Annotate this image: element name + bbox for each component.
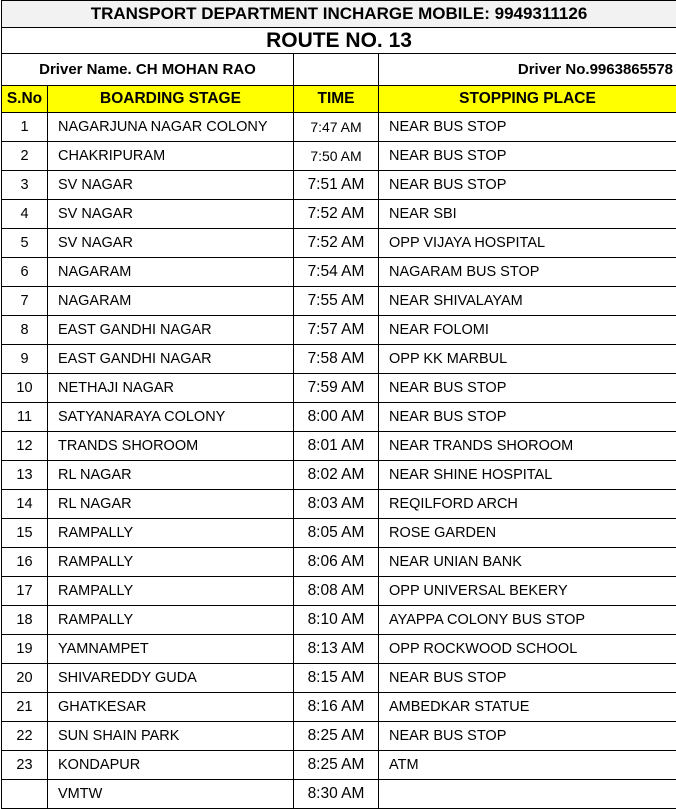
table-row xyxy=(2,316,676,345)
stop-number xyxy=(2,780,48,809)
stop-time: 8:10 AM xyxy=(294,606,379,635)
stopping-place: ROSE GARDEN xyxy=(379,519,676,548)
stopping-place: NEAR SBI xyxy=(379,200,676,229)
stop-time: 8:02 AM xyxy=(294,461,379,490)
stop-time: 7:52 AM xyxy=(294,229,379,258)
boarding-stage: SUN SHAIN PARK xyxy=(48,722,294,751)
boarding-stage: RAMPALLY xyxy=(48,548,294,577)
stop-time: 8:08 AM xyxy=(294,577,379,606)
stop-number: 8 xyxy=(2,316,48,345)
table-row xyxy=(2,461,676,490)
table-row xyxy=(2,403,676,432)
stopping-place: NEAR SHIVALAYAM xyxy=(379,287,676,316)
stop-number: 9 xyxy=(2,345,48,374)
table-row xyxy=(2,113,676,142)
stop-number: 7 xyxy=(2,287,48,316)
stop-number: 1 xyxy=(2,113,48,142)
stopping-place: NAGARAM BUS STOP xyxy=(379,258,676,287)
boarding-stage: SV NAGAR xyxy=(48,171,294,200)
stop-time: 8:16 AM xyxy=(294,693,379,722)
boarding-stage: NAGARAM xyxy=(48,287,294,316)
boarding-stage: NETHAJI NAGAR xyxy=(48,374,294,403)
stop-number: 10 xyxy=(2,374,48,403)
stopping-place: NEAR BUS STOP xyxy=(379,664,676,693)
stop-time: 7:59 AM xyxy=(294,374,379,403)
route-number: ROUTE NO. 13 xyxy=(2,28,676,54)
stopping-place: ATM xyxy=(379,751,676,780)
stopping-place: NEAR BUS STOP xyxy=(379,374,676,403)
header-sno: S.No xyxy=(2,86,48,113)
stopping-place: NEAR SHINE HOSPITAL xyxy=(379,461,676,490)
boarding-stage: EAST GANDHI NAGAR xyxy=(48,316,294,345)
stop-time: 7:54 AM xyxy=(294,258,379,287)
stopping-place: NEAR UNIAN BANK xyxy=(379,548,676,577)
stop-number: 17 xyxy=(2,577,48,606)
stop-number: 21 xyxy=(2,693,48,722)
table-row xyxy=(2,432,676,461)
table-row xyxy=(2,693,676,722)
boarding-stage: RAMPALLY xyxy=(48,577,294,606)
stopping-place xyxy=(379,780,676,809)
stop-time: 7:51 AM xyxy=(294,171,379,200)
stop-time: 7:57 AM xyxy=(294,316,379,345)
stop-time: 8:25 AM xyxy=(294,722,379,751)
stop-time: 8:30 AM xyxy=(294,780,379,809)
table-row xyxy=(2,664,676,693)
stop-number: 15 xyxy=(2,519,48,548)
stopping-place: AMBEDKAR STATUE xyxy=(379,693,676,722)
stopping-place: OPP UNIVERSAL BEKERY xyxy=(379,577,676,606)
table-row xyxy=(2,200,676,229)
table-row xyxy=(2,722,676,751)
department-title: TRANSPORT DEPARTMENT INCHARGE MOBILE: 9949311126 xyxy=(2,1,676,28)
stop-number: 16 xyxy=(2,548,48,577)
header-time: TIME xyxy=(294,86,379,113)
stop-number: 23 xyxy=(2,751,48,780)
stop-number: 14 xyxy=(2,490,48,519)
header-boarding-stage: BOARDING STAGE xyxy=(48,86,294,113)
stop-number: 20 xyxy=(2,664,48,693)
stop-time: 7:58 AM xyxy=(294,345,379,374)
stopping-place: NEAR BUS STOP xyxy=(379,142,676,171)
stop-time: 8:15 AM xyxy=(294,664,379,693)
driver-name: Driver Name. CH MOHAN RAO xyxy=(2,54,294,86)
stop-time: 7:52 AM xyxy=(294,200,379,229)
stop-time: 8:00 AM xyxy=(294,403,379,432)
stopping-place: AYAPPA COLONY BUS STOP xyxy=(379,606,676,635)
table-row xyxy=(2,606,676,635)
stop-number: 18 xyxy=(2,606,48,635)
stop-number: 12 xyxy=(2,432,48,461)
stop-time: 8:03 AM xyxy=(294,490,379,519)
table-row xyxy=(2,577,676,606)
boarding-stage: CHAKRIPURAM xyxy=(48,142,294,171)
driver-row xyxy=(2,54,676,86)
table-row xyxy=(2,287,676,316)
boarding-stage: RAMPALLY xyxy=(48,606,294,635)
boarding-stage: SATYANARAYA COLONY xyxy=(48,403,294,432)
stop-time: 8:13 AM xyxy=(294,635,379,664)
table-row xyxy=(2,635,676,664)
boarding-stage: TRANDS SHOROOM xyxy=(48,432,294,461)
route-row xyxy=(2,28,676,54)
table-row xyxy=(2,519,676,548)
stop-number: 22 xyxy=(2,722,48,751)
driver-number: Driver No.9963865578 xyxy=(379,54,676,86)
stopping-place: OPP ROCKWOOD SCHOOL xyxy=(379,635,676,664)
stop-number: 13 xyxy=(2,461,48,490)
boarding-stage: RAMPALLY xyxy=(48,519,294,548)
stop-number: 5 xyxy=(2,229,48,258)
boarding-stage: YAMNAMPET xyxy=(48,635,294,664)
boarding-stage: KONDAPUR xyxy=(48,751,294,780)
table-row xyxy=(2,142,676,171)
stopping-place: NEAR FOLOMI xyxy=(379,316,676,345)
stop-number: 6 xyxy=(2,258,48,287)
stopping-place: OPP KK MARBUL xyxy=(379,345,676,374)
stopping-place: NEAR BUS STOP xyxy=(379,403,676,432)
table-row xyxy=(2,374,676,403)
table-row xyxy=(2,780,676,809)
stop-time: 8:01 AM xyxy=(294,432,379,461)
stop-time: 7:55 AM xyxy=(294,287,379,316)
stopping-place: NEAR TRANDS SHOROOM xyxy=(379,432,676,461)
route-table xyxy=(1,0,676,809)
table-row xyxy=(2,258,676,287)
boarding-stage: NAGARJUNA NAGAR COLONY xyxy=(48,113,294,142)
stop-number: 11 xyxy=(2,403,48,432)
boarding-stage: RL NAGAR xyxy=(48,461,294,490)
stopping-place: NEAR BUS STOP xyxy=(379,113,676,142)
stopping-place: NEAR BUS STOP xyxy=(379,722,676,751)
table-row xyxy=(2,171,676,200)
boarding-stage: SV NAGAR xyxy=(48,229,294,258)
boarding-stage: VMTW xyxy=(48,780,294,809)
stopping-place: NEAR BUS STOP xyxy=(379,171,676,200)
boarding-stage: RL NAGAR xyxy=(48,490,294,519)
table-row xyxy=(2,490,676,519)
boarding-stage: NAGARAM xyxy=(48,258,294,287)
table-row xyxy=(2,229,676,258)
table-row xyxy=(2,345,676,374)
boarding-stage: GHATKESAR xyxy=(48,693,294,722)
table-row xyxy=(2,751,676,780)
stopping-place: OPP VIJAYA HOSPITAL xyxy=(379,229,676,258)
stop-time: 8:05 AM xyxy=(294,519,379,548)
boarding-stage: SHIVAREDDY GUDA xyxy=(48,664,294,693)
title-row xyxy=(2,1,676,28)
stop-time: 7:50 AM xyxy=(294,142,379,171)
driver-spacer xyxy=(294,54,379,86)
stop-time: 7:47 AM xyxy=(294,113,379,142)
stop-number: 2 xyxy=(2,142,48,171)
table-row xyxy=(2,548,676,577)
stopping-place: REQILFORD ARCH xyxy=(379,490,676,519)
stop-number: 4 xyxy=(2,200,48,229)
boarding-stage: SV NAGAR xyxy=(48,200,294,229)
stop-time: 8:25 AM xyxy=(294,751,379,780)
stop-number: 3 xyxy=(2,171,48,200)
header-stopping-place: STOPPING PLACE xyxy=(379,86,676,113)
column-header-row xyxy=(2,86,676,113)
stop-number: 19 xyxy=(2,635,48,664)
boarding-stage: EAST GANDHI NAGAR xyxy=(48,345,294,374)
stop-time: 8:06 AM xyxy=(294,548,379,577)
